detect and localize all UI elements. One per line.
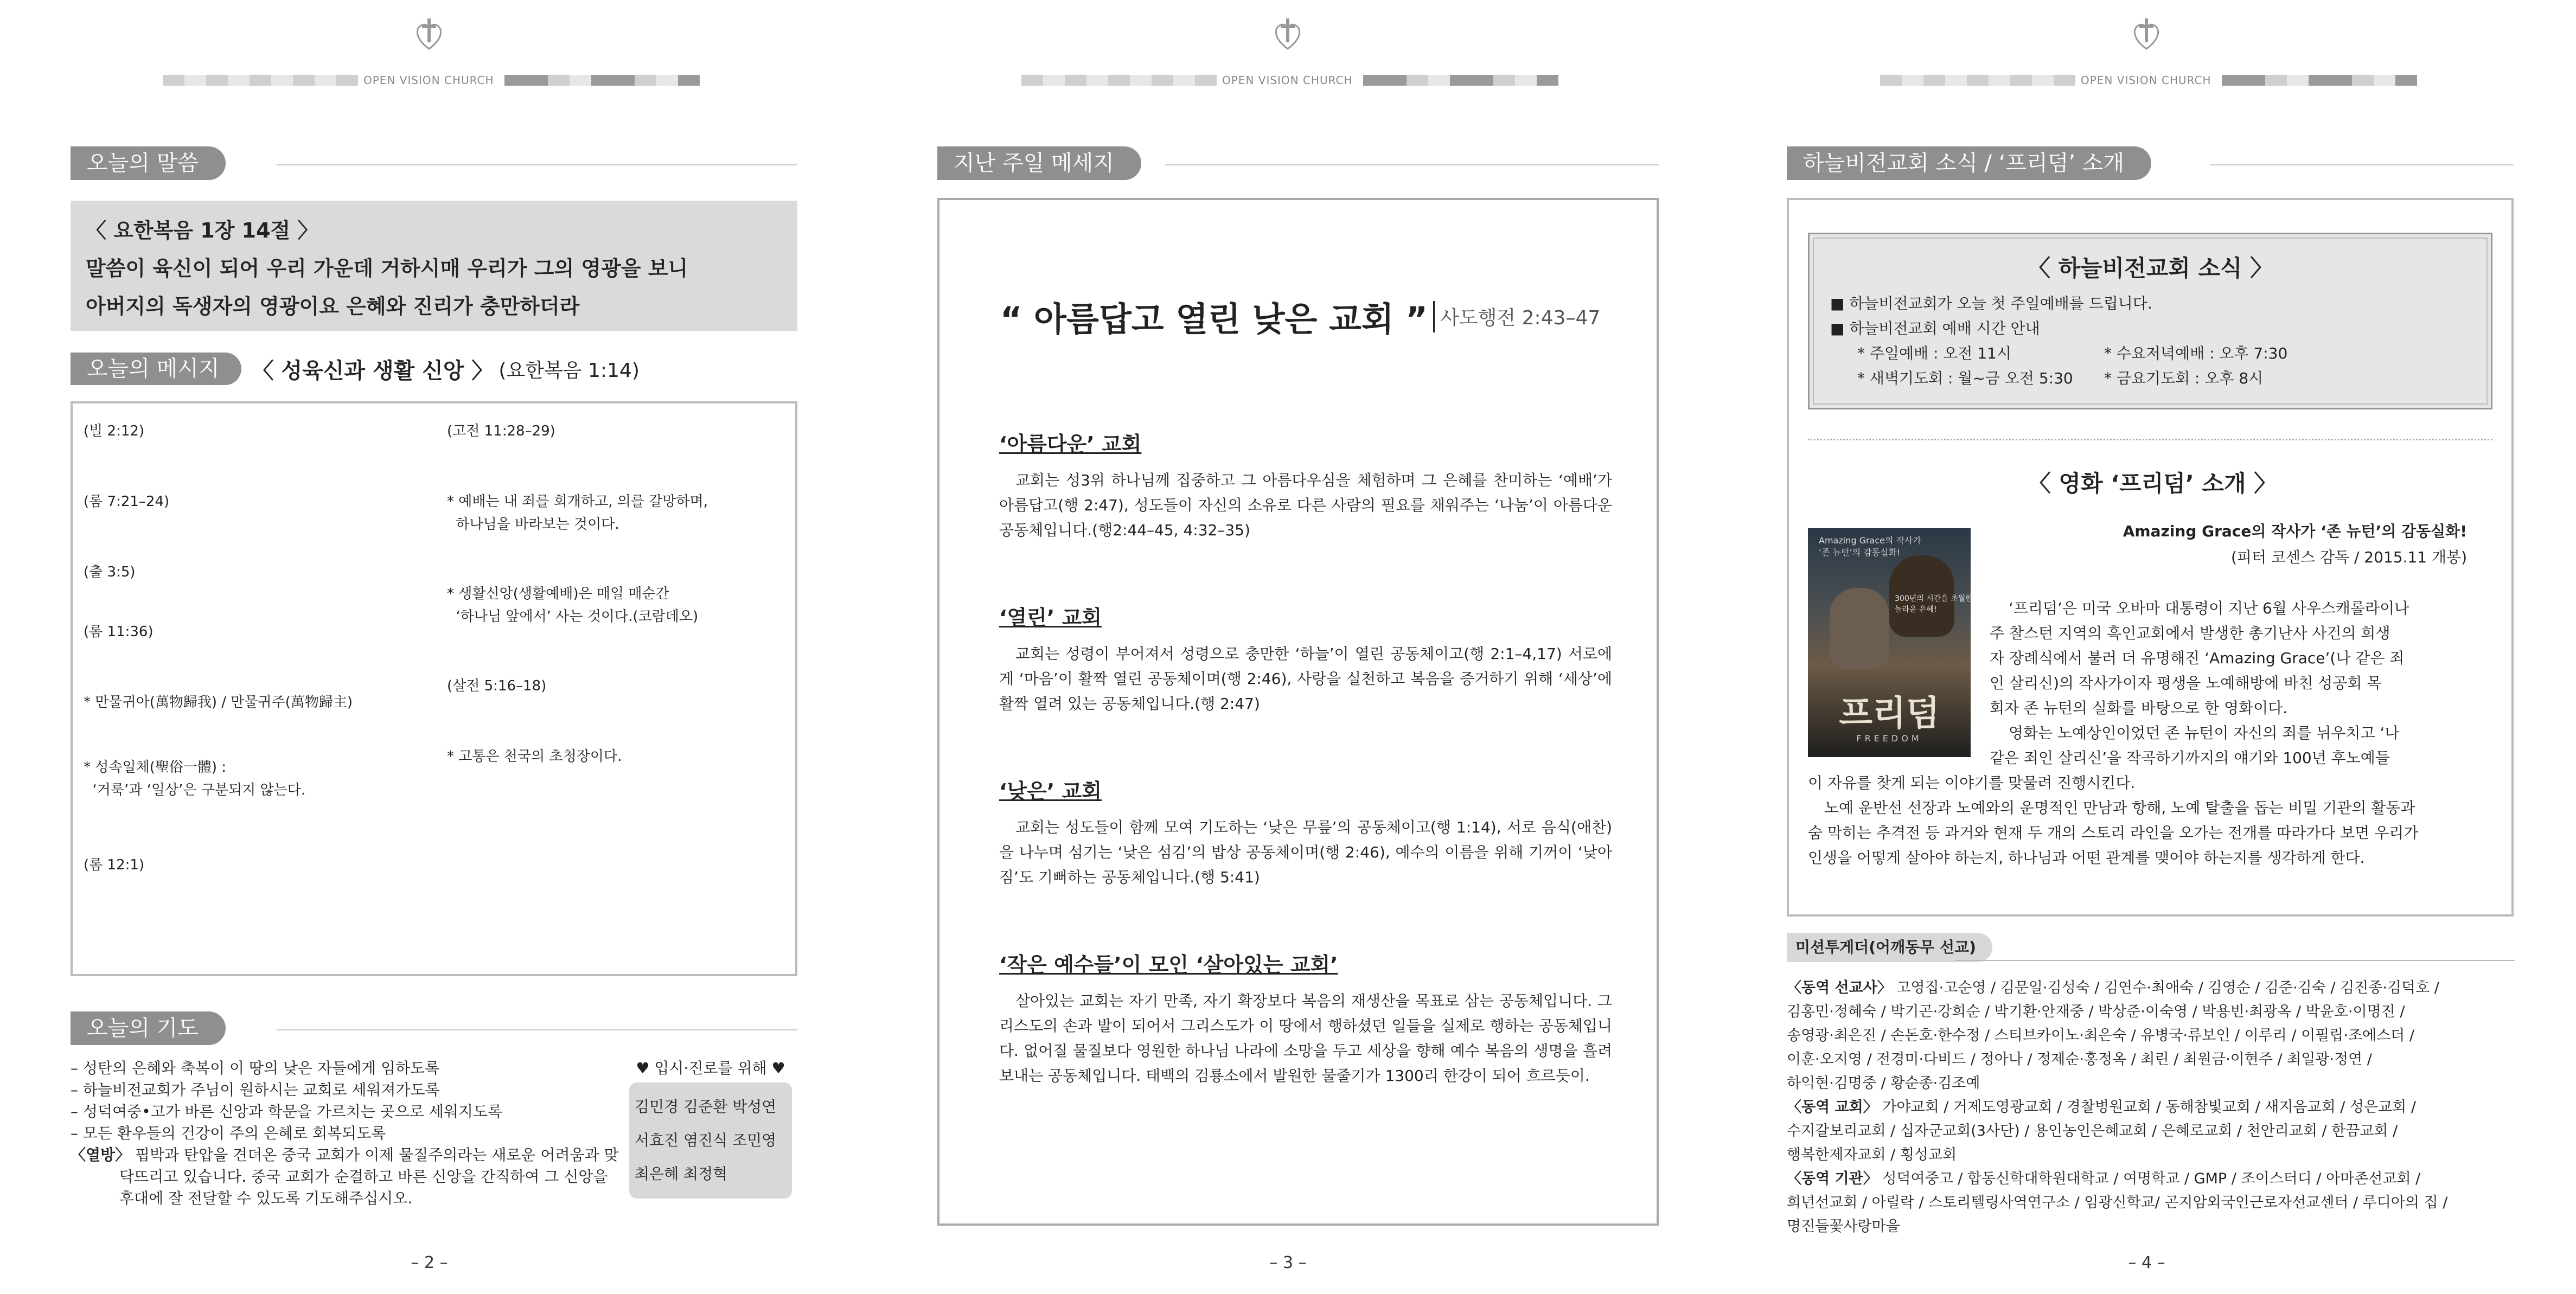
- sermon-notes-box: [71, 401, 797, 976]
- news-frame: [1787, 198, 2514, 917]
- verse-line: 말씀이 육신이 되어 우리 가운데 거하시매 우리가 그의 영광을 보니: [86, 257, 688, 280]
- nations-label: 〈열방〉: [71, 1146, 131, 1164]
- name-row: 최은혜 최정혁: [635, 1165, 728, 1183]
- entrance-heading: ♥ 입시·진로를 위해 ♥: [636, 1059, 785, 1077]
- point-heading: ‘열린’ 교회: [999, 606, 1102, 630]
- prayer-item: – 성탄의 은혜와 축복이 이 땅의 낮은 자들에게 임하도록: [71, 1059, 440, 1077]
- entrance-prayer-box: [629, 1058, 792, 1199]
- note-right: * 생활신앙(생활예배)은 매일 매순간 ‘하나님 앞에서’ 사는 것이다.(코람데오): [447, 586, 699, 625]
- section-title: 하늘비전교회 소식 / ‘프리덤’ 소개: [1787, 146, 2151, 180]
- point-heading: ‘낮은’ 교회: [999, 779, 1102, 803]
- dotted-divider: [1808, 439, 2492, 440]
- poster-text: ‘존 뉴턴’의 감동실화!: [1819, 547, 1901, 558]
- mission-line: 〈동역 교회〉 가야교회 / 거제도영광교회 / 경찰병원교회 / 동해참빛교회 / 새지음교회 / 성은교회 /: [1787, 1099, 2416, 1116]
- church-logo-icon: [2127, 16, 2165, 54]
- sermon-point: [999, 601, 1612, 716]
- org-name: OPEN VISION CHURCH: [1222, 74, 1353, 87]
- mission-line: 희년선교회 / 아릴락 / 스토리텔링사역연구소 / 임광신학교/ 곤지암외국인근로자선교센터 / 루디아의 집 /: [1787, 1194, 2448, 1211]
- page-header: [0, 16, 859, 87]
- movie-desc-line: 이 자유를 찾게 되는 이야기를 맞물려 진행시킨다.: [1808, 774, 2136, 792]
- section-title: 오늘의 말씀: [71, 146, 226, 180]
- movie-desc-line: 회자 존 뉴턴의 실화를 바탕으로 한 영화이다.: [1990, 699, 2288, 717]
- sermon-title: [939, 292, 1661, 341]
- sermon-point: [999, 428, 1612, 543]
- message-label: 오늘의 메시지: [71, 353, 241, 385]
- nations-text: 닥뜨리고 있습니다. 중국 교회가 순결하고 바른 신앙을 간직하여 그 신앙을: [119, 1168, 608, 1186]
- page-4: [1717, 0, 2576, 1294]
- poster-title: 프리덤: [1839, 694, 1940, 734]
- church-news-box: [1808, 233, 2492, 409]
- note-left: (롬 11:36): [84, 624, 154, 640]
- movie-desc-line: 자 장례식에서 불러 더 유명해진 ‘Amazing Grace’(나 같은 죄: [1990, 649, 2405, 667]
- note-right: (고전 11:28–29): [447, 423, 555, 439]
- sermon-reference: 사도행전 2:43–47: [1440, 307, 1601, 329]
- poster-subtitle: FREEDOM: [1856, 733, 1922, 744]
- movie-poster: [1808, 528, 1971, 757]
- service-time: * 금요기도회 : 오후 8시: [2104, 369, 2264, 387]
- point-body: 교회는 성도들이 함께 모여 기도하는 ‘낮은 무릎’의 공동체이고(행 1:14), 서로 음식(애찬)을 나누며 섬기는 ‘낮은 섬김’의 밥상 공동체이며(행 2:46), 예수의 이름을 위해 기꺼이 ‘낮아짐’도 기뻐하는 공동체입니다.(행 5:41): [999, 818, 1612, 886]
- note-left: * 만물귀아(萬物歸我) / 만물귀주(萬物歸主): [84, 694, 353, 710]
- mission-line: 〈동역 기관〉 성덕여중고 / 합동신학대학원대학교 / 여명학교 / GMP / 조이스터디 / 아마존선교회 /: [1787, 1170, 2421, 1187]
- movie-desc-line: 영화는 노예상인이었던 존 뉴턴이 자신의 죄를 뉘우치고 ‘나: [2009, 724, 2400, 742]
- note-left: (롬 7:21–24): [84, 494, 170, 510]
- name-row: 김민경 김준환 박성연: [635, 1098, 777, 1116]
- org-name: OPEN VISION CHURCH: [2081, 74, 2211, 87]
- poster-text: 300년의 시간을 초월한 놀라운 은혜!: [1895, 594, 1973, 614]
- page-number: – 4 –: [2128, 1253, 2165, 1272]
- page-number: – 3 –: [1269, 1253, 1307, 1272]
- mission-line: 명진들꽃사랑마을: [1787, 1218, 1900, 1235]
- section-title: 오늘의 기도: [71, 1011, 226, 1045]
- prayer-list: [71, 1058, 624, 1209]
- movie-desc-line: ‘프리덤’은 미국 오바마 대통령이 지난 6월 사우스캐롤라이나: [2009, 599, 2409, 617]
- nations-text: 핍박과 탄압을 견뎌온 중국 교회가 이제 물질주의라는 새로운 어려움과 맞: [135, 1146, 619, 1164]
- mission-line: 행복한제자교회 / 횡성교회: [1787, 1146, 1957, 1163]
- news-title: 〈 하늘비전교회 소식 〉: [2027, 255, 2273, 281]
- verse-reference: 〈 요한복음 1장 14절 〉: [86, 219, 318, 242]
- movie-desc-line: 노예 운반선 선장과 노예와의 운명적인 만남과 항해, 노예 탈출을 돕는 비밀 기관의 활동과: [1824, 799, 2415, 817]
- church-logo-icon: [410, 16, 448, 54]
- org-name: OPEN VISION CHURCH: [363, 74, 494, 87]
- mission-line: 이훈·오지영 / 전경미·다비드 / 정아나 / 정제순·홍정옥 / 최린 / 최원금·이현주 / 최일광·정연 /: [1787, 1051, 2372, 1068]
- sermon-title-text: “ 아름답고 열린 낮은 교회 ”: [1000, 299, 1428, 339]
- service-time: * 수요저녁예배 : 오후 7:30: [2104, 344, 2288, 362]
- service-time: * 주일예배 : 오전 11시: [1857, 344, 2012, 362]
- page-2: [0, 0, 859, 1294]
- movie-headline: Amazing Grace의 작사가 ‘존 뉴턴’의 감동실화!: [2123, 522, 2467, 540]
- church-logo-icon: [1269, 16, 1307, 54]
- mission-line: 하익현·김명중 / 황순종·김조예: [1787, 1075, 1980, 1092]
- note-left: (빌 2:12): [84, 423, 145, 439]
- section-church-news: [1787, 146, 2514, 180]
- name-row: 서효진 염진식 조민영: [635, 1131, 777, 1149]
- sermon-point: [999, 949, 1612, 1088]
- movie-desc-line: 주 찰스턴 지역의 흑인교회에서 발생한 총기난사 사건의 희생: [1990, 624, 2390, 642]
- verse-line: 아버지의 독생자의 영광이요 은혜와 진리가 충만하더라: [86, 294, 580, 318]
- section-last-sermon: [937, 146, 1659, 180]
- note-right: * 예배는 내 죄를 회개하고, 의를 갈망하며, 하나님을 바라보는 것이다.: [447, 494, 708, 533]
- movie-credit: (피터 코센스 감독 / 2015.11 개봉): [2230, 548, 2467, 566]
- poster-text: Amazing Grace의 작사가: [1819, 535, 1921, 546]
- mission-line: 송영광·최은진 / 손돈호·한수정 / 스티브카이노·최은숙 / 유병국·류보인 / 이루리 / 이필립·조에스더 /: [1787, 1027, 2414, 1044]
- prayer-item: – 하늘비전교회가 주님이 원하시는 교회로 세워져가도록: [71, 1081, 440, 1099]
- movie-title: 〈 영화 ‘프리덤’ 소개 〉: [2028, 470, 2277, 497]
- note-left: (롬 12:1): [84, 857, 145, 873]
- point-body: 살아있는 교회는 자기 만족, 자기 확장보다 복음의 재생산을 목표로 삼는 공동체입니다. 그리스도의 손과 발이 되어서 그리스도가 이 땅에서 행하셨던 일들을 실제로 행하는 공동체입니다. 없어질 물질보다 영원한 하나님 나라에 소망을 두고 세상을 향해 예수 복음의 생명을 흘려보내는 공동체입니다. 태백의 검룡소에서 발원한 물줄기가 1300리 한강이 되어 흐르듯이.: [999, 992, 1612, 1085]
- movie-desc-line: 같은 죄인 살리신’을 작곡하기까지의 얘기와 100년 후노예들: [1990, 749, 2390, 767]
- prayer-item: – 모든 환우들의 건강이 주의 은혜로 회복되도록: [71, 1124, 386, 1142]
- mission-line: 김홍민·정혜숙 / 박기곤·강희순 / 박기환·안재중 / 박상준·이숙영 / 박용빈·최광옥 / 박윤호·이명진 /: [1787, 1003, 2405, 1020]
- section-today-word: [71, 146, 797, 180]
- news-item: ■ 하늘비전교회 예배 시간 안내: [1830, 319, 2040, 337]
- prayer-item: – 성덕여중•고가 바른 신앙과 학문을 가르치는 곳으로 세워지도록: [71, 1103, 503, 1120]
- movie-desc-line: 인 살리신)의 작사가이자 평생을 노예해방에 바친 성공회 목: [1990, 674, 2382, 692]
- mission-line: 수지갈보리교회 / 십자군교회(3사단) / 용인농인은혜교회 / 은혜로교회 / 천안리교회 / 한끔교회 /: [1787, 1123, 2398, 1139]
- service-time: * 새벽기도회 : 월~금 오전 5:30: [1857, 369, 2073, 387]
- point-body: 교회는 성3위 하나님께 집중하고 그 아름다우심을 체험하며 그 은혜를 찬미하는 ‘예배’가 아름답고(행 2:47), 성도들이 자신의 소유로 다른 사람의 필요를 채워주는 ‘나눔’이 아름다운 공동체입니다.(행2:44–45, 4:32–35): [999, 471, 1612, 539]
- movie-desc-line: 인생을 어떻게 살아야 하는지, 하나님과 어떤 관계를 맺어야 하는지를 생각하게 한다.: [1808, 849, 2365, 867]
- point-body: 교회는 성령이 부어져서 성령으로 충만한 ‘하늘’이 열린 공동체이고(행 2:1–4,17) 서로에게 ‘마음’이 활짝 열린 공동체이며(행 2:46), 사랑을 실천하고 복음을 증거하기 위해 ‘세상’에 활짝 열려 있는 공동체입니다.(행 2:47): [999, 645, 1612, 713]
- point-heading: ‘작은 예수들’이 모인 ‘살아있는 교회’: [999, 953, 1338, 977]
- mission-divider: [1956, 960, 2515, 961]
- sermon-frame: [937, 198, 1659, 1226]
- nations-text: 후대에 잘 전달할 수 있도록 기도해주십시오.: [119, 1189, 413, 1207]
- note-left: * 성속일체(聖俗一體) : ‘거룩’과 ‘일상’은 구분되지 않는다.: [84, 759, 306, 798]
- section-today-prayer: [71, 1011, 797, 1045]
- sermon-point: [999, 775, 1612, 890]
- mission-label: 미션투게더(어깨동무 선교): [1787, 933, 1992, 962]
- message-reference: (요한복음 1:14): [498, 359, 640, 382]
- point-heading: ‘아름다운’ 교회: [999, 432, 1142, 456]
- verse-box: [71, 201, 797, 331]
- note-right: (살전 5:16–18): [447, 678, 547, 694]
- page-header: [859, 16, 1717, 87]
- note-right: * 고통은 천국의 초청장이다.: [447, 748, 622, 765]
- mission-line: 〈동역 선교사〉 고영집·고순영 / 김문일·김성숙 / 김연수·최애숙 / 김영순 / 김준·김숙 / 김진종·김덕호 /: [1787, 979, 2439, 996]
- message-title-row: [71, 353, 640, 385]
- note-left: (출 3:5): [84, 564, 136, 580]
- page-3: [859, 0, 1717, 1294]
- page-header: [1717, 16, 2576, 87]
- movie-desc-line: 숨 막히는 추격전 등 과거와 현재 두 개의 스토리 라인을 오가는 전개를 따라가다 보면 우리가: [1808, 824, 2419, 842]
- section-title: 지난 주일 메세지: [937, 146, 1141, 180]
- message-title: 〈 성육신과 생활 신앙 〉: [252, 358, 494, 383]
- news-item: ■ 하늘비전교회가 오늘 첫 주일예배를 드립니다.: [1830, 294, 2152, 312]
- page-number: – 2 –: [411, 1253, 448, 1272]
